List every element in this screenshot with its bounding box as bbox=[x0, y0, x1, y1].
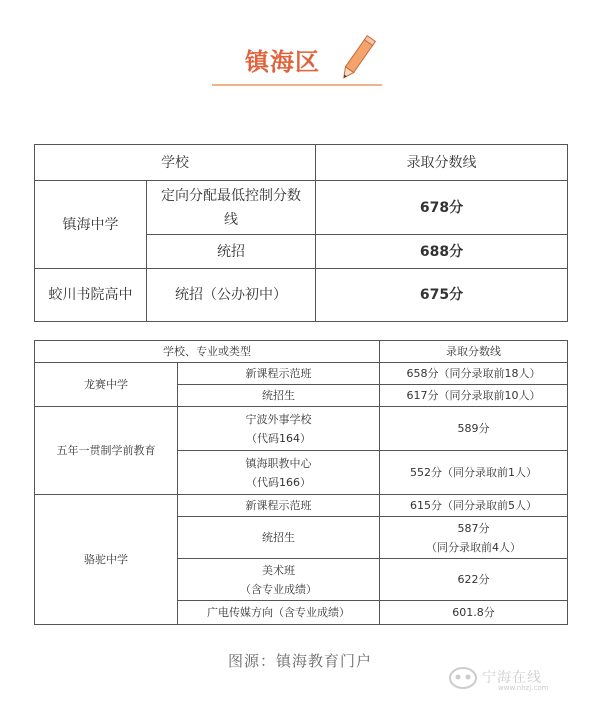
score-cell: 601.8分 bbox=[380, 601, 568, 625]
type-cell: 统招生 bbox=[178, 517, 380, 559]
table-row bbox=[35, 269, 568, 322]
type-note: （含专业成绩） bbox=[240, 582, 317, 596]
watermark-logo-icon bbox=[448, 664, 478, 690]
type-cell bbox=[178, 407, 380, 451]
type-cell: 统招 bbox=[147, 235, 316, 269]
type-cell: 定向分配最低控制分数线 bbox=[147, 181, 316, 235]
header-score: 录取分数线 bbox=[316, 145, 568, 181]
score-cell: 678分 bbox=[316, 181, 568, 235]
watermark-url: www.nhzj.com bbox=[498, 684, 549, 692]
score-cell: 552分（同分录取前1人） bbox=[380, 451, 568, 495]
score-cell bbox=[380, 517, 568, 559]
table-row bbox=[35, 407, 568, 451]
score-cell: 658分（同分录取前18人） bbox=[380, 363, 568, 385]
type-cell: 新课程示范班 bbox=[178, 495, 380, 517]
admission-table-2 bbox=[34, 340, 568, 625]
type-cell bbox=[178, 559, 380, 601]
type-name: 美术班 bbox=[262, 563, 295, 577]
school-cell: 镇海中学 bbox=[35, 181, 147, 269]
type-name: 镇海职教中心 bbox=[245, 456, 312, 470]
header-school-type: 学校、专业或类型 bbox=[35, 341, 380, 363]
score-cell: 675分 bbox=[316, 269, 568, 322]
pencil-icon bbox=[335, 32, 379, 86]
image-source-caption: 图源：镇海教育门户 bbox=[227, 652, 372, 670]
table-row bbox=[35, 495, 568, 517]
type-cell: 广电传媒方向（含专业成绩） bbox=[178, 601, 380, 625]
type-cell bbox=[178, 451, 380, 495]
type-cell: 统招（公办初中） bbox=[147, 269, 316, 322]
type-note: （代码166） bbox=[246, 475, 311, 489]
district-title: 镇海区 bbox=[245, 48, 320, 76]
type-note: （代码164） bbox=[246, 431, 311, 445]
score-cell: 688分 bbox=[316, 235, 568, 269]
header bbox=[0, 0, 600, 100]
header-school: 学校 bbox=[35, 145, 316, 181]
score-cell: 622分 bbox=[380, 559, 568, 601]
school-cell: 骆驼中学 bbox=[35, 495, 178, 625]
table-header-row bbox=[35, 145, 568, 181]
type-cell: 新课程示范班 bbox=[178, 363, 380, 385]
admission-table-1 bbox=[34, 144, 568, 322]
score-note: （同分录取前4人） bbox=[426, 540, 521, 554]
score-cell: 589分 bbox=[380, 407, 568, 451]
school-cell: 五年一贯制学前教育 bbox=[35, 407, 178, 495]
watermark-text: 宁海在线 bbox=[482, 670, 542, 686]
score-cell: 617分（同分录取前10人） bbox=[380, 385, 568, 407]
header-score: 录取分数线 bbox=[380, 341, 568, 363]
table-header-row bbox=[35, 341, 568, 363]
score-cell: 615分（同分录取前5人） bbox=[380, 495, 568, 517]
table-row bbox=[35, 181, 568, 235]
type-cell: 统招生 bbox=[178, 385, 380, 407]
school-cell: 蛟川书院高中 bbox=[35, 269, 147, 322]
type-name: 宁波外事学校 bbox=[245, 412, 312, 426]
table-row bbox=[35, 363, 568, 385]
school-cell: 龙赛中学 bbox=[35, 363, 178, 407]
score-value: 587分 bbox=[457, 521, 490, 535]
watermark bbox=[448, 664, 593, 690]
